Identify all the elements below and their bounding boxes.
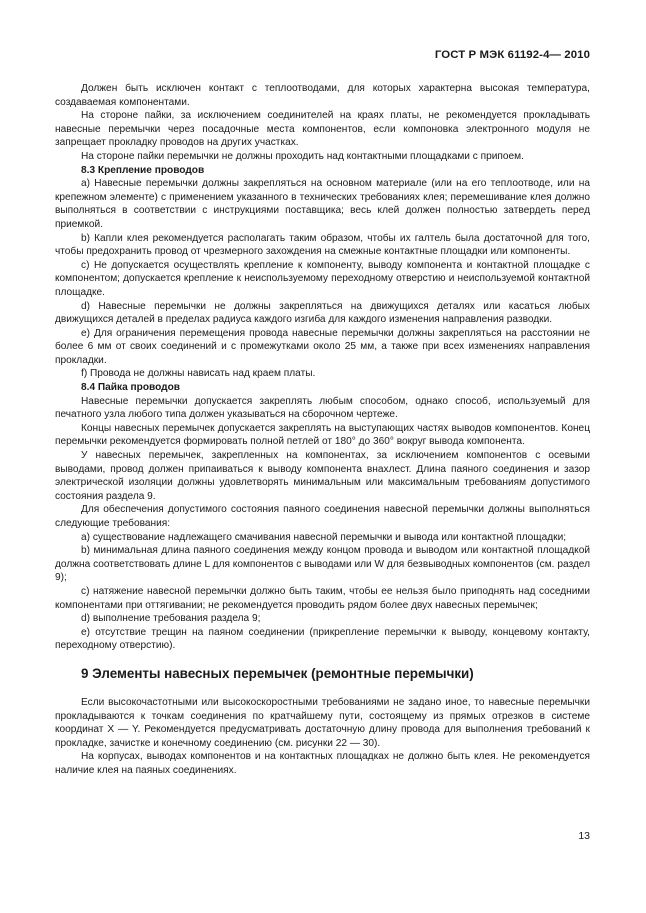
paragraph: Если высокочастотными или высокоскоростными требованиями не задано иное, то навесные перемычки прокладываются к точкам соединения по кратчайшему пути, состоящему из прямых отрезков в системе координат X — Y. Рекомендуется предусматривать достаточную длину провода для выполнения требований к прокладке, зачистке и конечному соединению (см. рисунки 22 — 30). <box>55 696 590 749</box>
paragraph: а) Навесные перемычки должны закрепляться на основном материале (или на его теплоотводе, или на крепежном элементе) с применением указанного в технических требованиях клея; перемешивание клея должно выполняться в соответствии с инструкциями поставщика; весь клей должен полностью затвердеть перед приемкой. <box>55 178 590 230</box>
paragraph: f) Провода не должны нависать над краем платы. <box>81 368 316 380</box>
paragraph: На корпусах, выводах компонентов и на контактных площадках не должно быть клея. Не рекомендуется наличие клея на паяных соединениях. <box>55 751 590 776</box>
paragraph: b) минимальная длина паяного соединения между концом провода и выводом или контактной площадкой должна соответствовать длине L для компонентов с выводами или W для безвыводных компонентов (см. раздел 9); <box>55 545 590 584</box>
paragraph: е) Для ограничения перемещения провода навесные перемычки должны закрепляться на расстоянии не более 6 мм от своих соединений и с промежутками около 25 мм, а также при всех изменениях направления прокладки. <box>55 327 590 366</box>
subsection-heading: 8.4 Пайка проводов <box>81 382 180 394</box>
document-body <box>55 82 590 778</box>
paragraph: У навесных перемычек, закрепленных на компонентах, за исключением компонентов с осевыми выводами, провод должен припаиваться к выводу компонента внахлест. Длина паяного соединения и зазор электрической изоляции должны удовлетворять минимальным или максимальным требованиям допустимого состояния раздела 9. <box>55 450 590 502</box>
page-number: 13 <box>578 830 590 842</box>
paragraph: На стороне пайки, за исключением соединителей на краях платы, не рекомендуется прокладывать навесные перемычки через посадочные места компонентов, если компоновка электронного модуля не запрещает прокладку проводов на других участках. <box>55 110 590 149</box>
subsection-heading: 8.3 Крепление проводов <box>81 164 205 176</box>
section-heading: 9 Элементы навесных перемычек (ремонтные перемычки) <box>81 665 474 681</box>
paragraph: На стороне пайки перемычки не должны проходить над контактными площадками с припоем. <box>81 150 524 162</box>
paragraph: d) Навесные перемычки не должны закрепляться на движущихся деталях или касаться любых движущихся деталей в пределах радиуса каждого изгиба для каждого изменения направления разводки. <box>55 300 590 326</box>
paragraph: с) Не допускается осуществлять крепление к компоненту, выводу компонента и контактной площадке с компонентом; допускается крепление к неиспользуемому переходному отверстию и неиспользуемой контактной площадке. <box>55 259 590 298</box>
paragraph: с) натяжение навесной перемычки должно быть таким, чтобы ее нельзя было приподнять над соседними компонентами при оттягивании; не рекомендуется проводить рядом более двух навесных перемычек; <box>55 585 590 611</box>
document-header: ГОСТ Р МЭК 61192-4— 2010 <box>434 49 590 61</box>
paragraph: Для обеспечения допустимого состояния паяного соединения навесной перемычки должны выполняться следующие требования: <box>55 504 590 529</box>
paragraph: d) выполнение требования раздела 9; <box>81 613 261 625</box>
paragraph: Должен быть исключен контакт с теплоотводами, для которых характерна высокая температура, создаваемая компонентами. <box>55 83 590 108</box>
paragraph: е) отсутствие трещин на паяном соединении (прикрепление перемычки к выводу, концевому контакту, переходному отверстию). <box>55 626 590 652</box>
paragraph: Концы навесных перемычек допускается закреплять на выступающих частях выводов компонентов. Конец перемычки рекомендуется формировать полной петлей от 180° до 360° вокруг вывода компонента. <box>55 422 590 448</box>
paragraph: Навесные перемычки допускается закреплять любым способом, однако способ, используемый для печатного узла любого типа должен указываться на сборочном чертеже. <box>55 395 590 421</box>
paragraph: b) Капли клея рекомендуется располагать таким образом, чтобы их галтель была достаточной для того, чтобы предохранить провод от чрезмерного захождения на смежные контактные площадки или компоненты. <box>55 232 590 258</box>
paragraph: а) существование надлежащего смачивания навесной перемычки и вывода или контактной площадки; <box>81 531 567 543</box>
